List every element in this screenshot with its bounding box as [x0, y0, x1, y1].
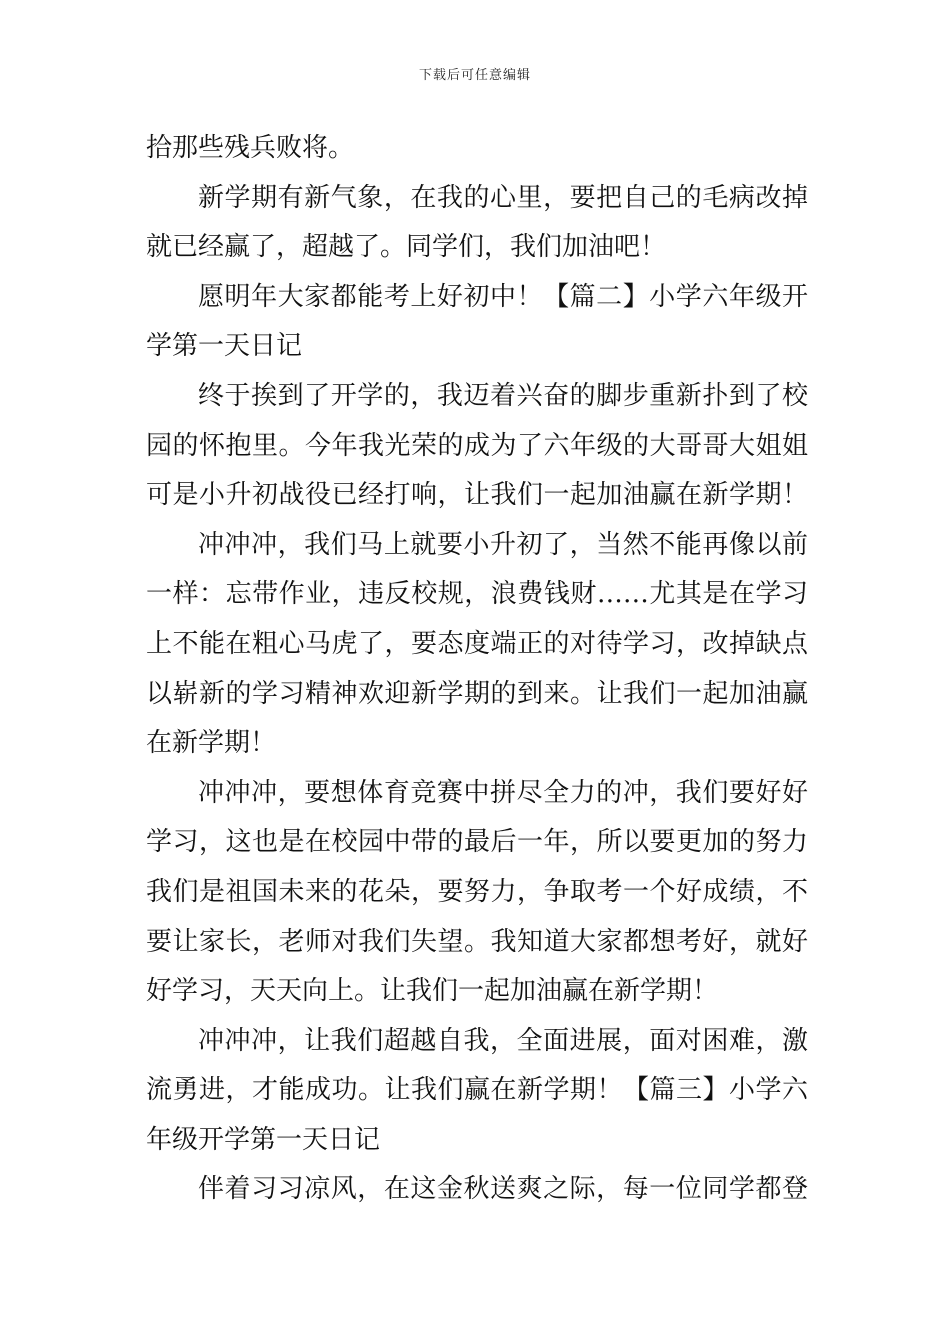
- text-line: 好学习，天天向上。让我们一起加油赢在新学期！: [146, 976, 719, 1007]
- text-line: 要让家长，老师对我们失望。我知道大家都想考好，就好: [146, 926, 808, 957]
- text-line: 新学期有新气象，在我的心里，要把自己的毛病改掉: [198, 182, 808, 213]
- text-line: 上不能在粗心马虎了，要态度端正的对待学习，改掉缺点: [146, 628, 808, 659]
- text-line: 园的怀抱里。今年我光荣的成为了六年级的大哥哥大姐姐: [146, 430, 808, 461]
- text-line: 学第一天日记: [146, 331, 303, 362]
- text-line: 伴着习习凉风，在这金秋送爽之际，每一位同学都登: [198, 1174, 808, 1205]
- text-line: 学习，这也是在校园中带的最后一年，所以要更加的努力: [146, 827, 808, 858]
- text-line: 拾那些残兵败将。: [146, 133, 355, 163]
- text-line: 冲冲冲，我们马上就要小升初了，当然不能再像以前: [198, 529, 808, 560]
- text-line: 年级开学第一天日记: [146, 1124, 381, 1155]
- text-line: 流勇进，才能成功。让我们赢在新学期！【篇三】小学六: [146, 1075, 808, 1106]
- page-header-note: 下载后可任意编辑: [418, 68, 531, 83]
- text-line: 我们是祖国未来的花朵，要努力，争取考一个好成绩，不: [146, 876, 808, 907]
- text-line: 在新学期！: [146, 728, 277, 759]
- text-line: 就已经赢了，超越了。同学们，我们加油吧！: [146, 232, 667, 263]
- document-body: [146, 124, 808, 1215]
- text-line: 冲冲冲，要想体育竞赛中拼尽全力的冲，我们要好好: [198, 777, 808, 808]
- text-line: 一样：忘带作业，违反校规，浪费钱财……尤其是在学习: [146, 579, 808, 610]
- text-line: 冲冲冲，让我们超越自我，全面进展，面对困难，激: [198, 1025, 808, 1056]
- text-line: 愿明年大家都能考上好初中！【篇二】小学六年级开: [198, 281, 808, 312]
- text-line: 以崭新的学习精神欢迎新学期的到来。让我们一起加油赢: [146, 678, 808, 709]
- text-line: 终于挨到了开学的，我迈着兴奋的脚步重新扑到了校: [198, 380, 808, 411]
- text-line: 可是小升初战役已经打响，让我们一起加油赢在新学期！: [146, 480, 808, 511]
